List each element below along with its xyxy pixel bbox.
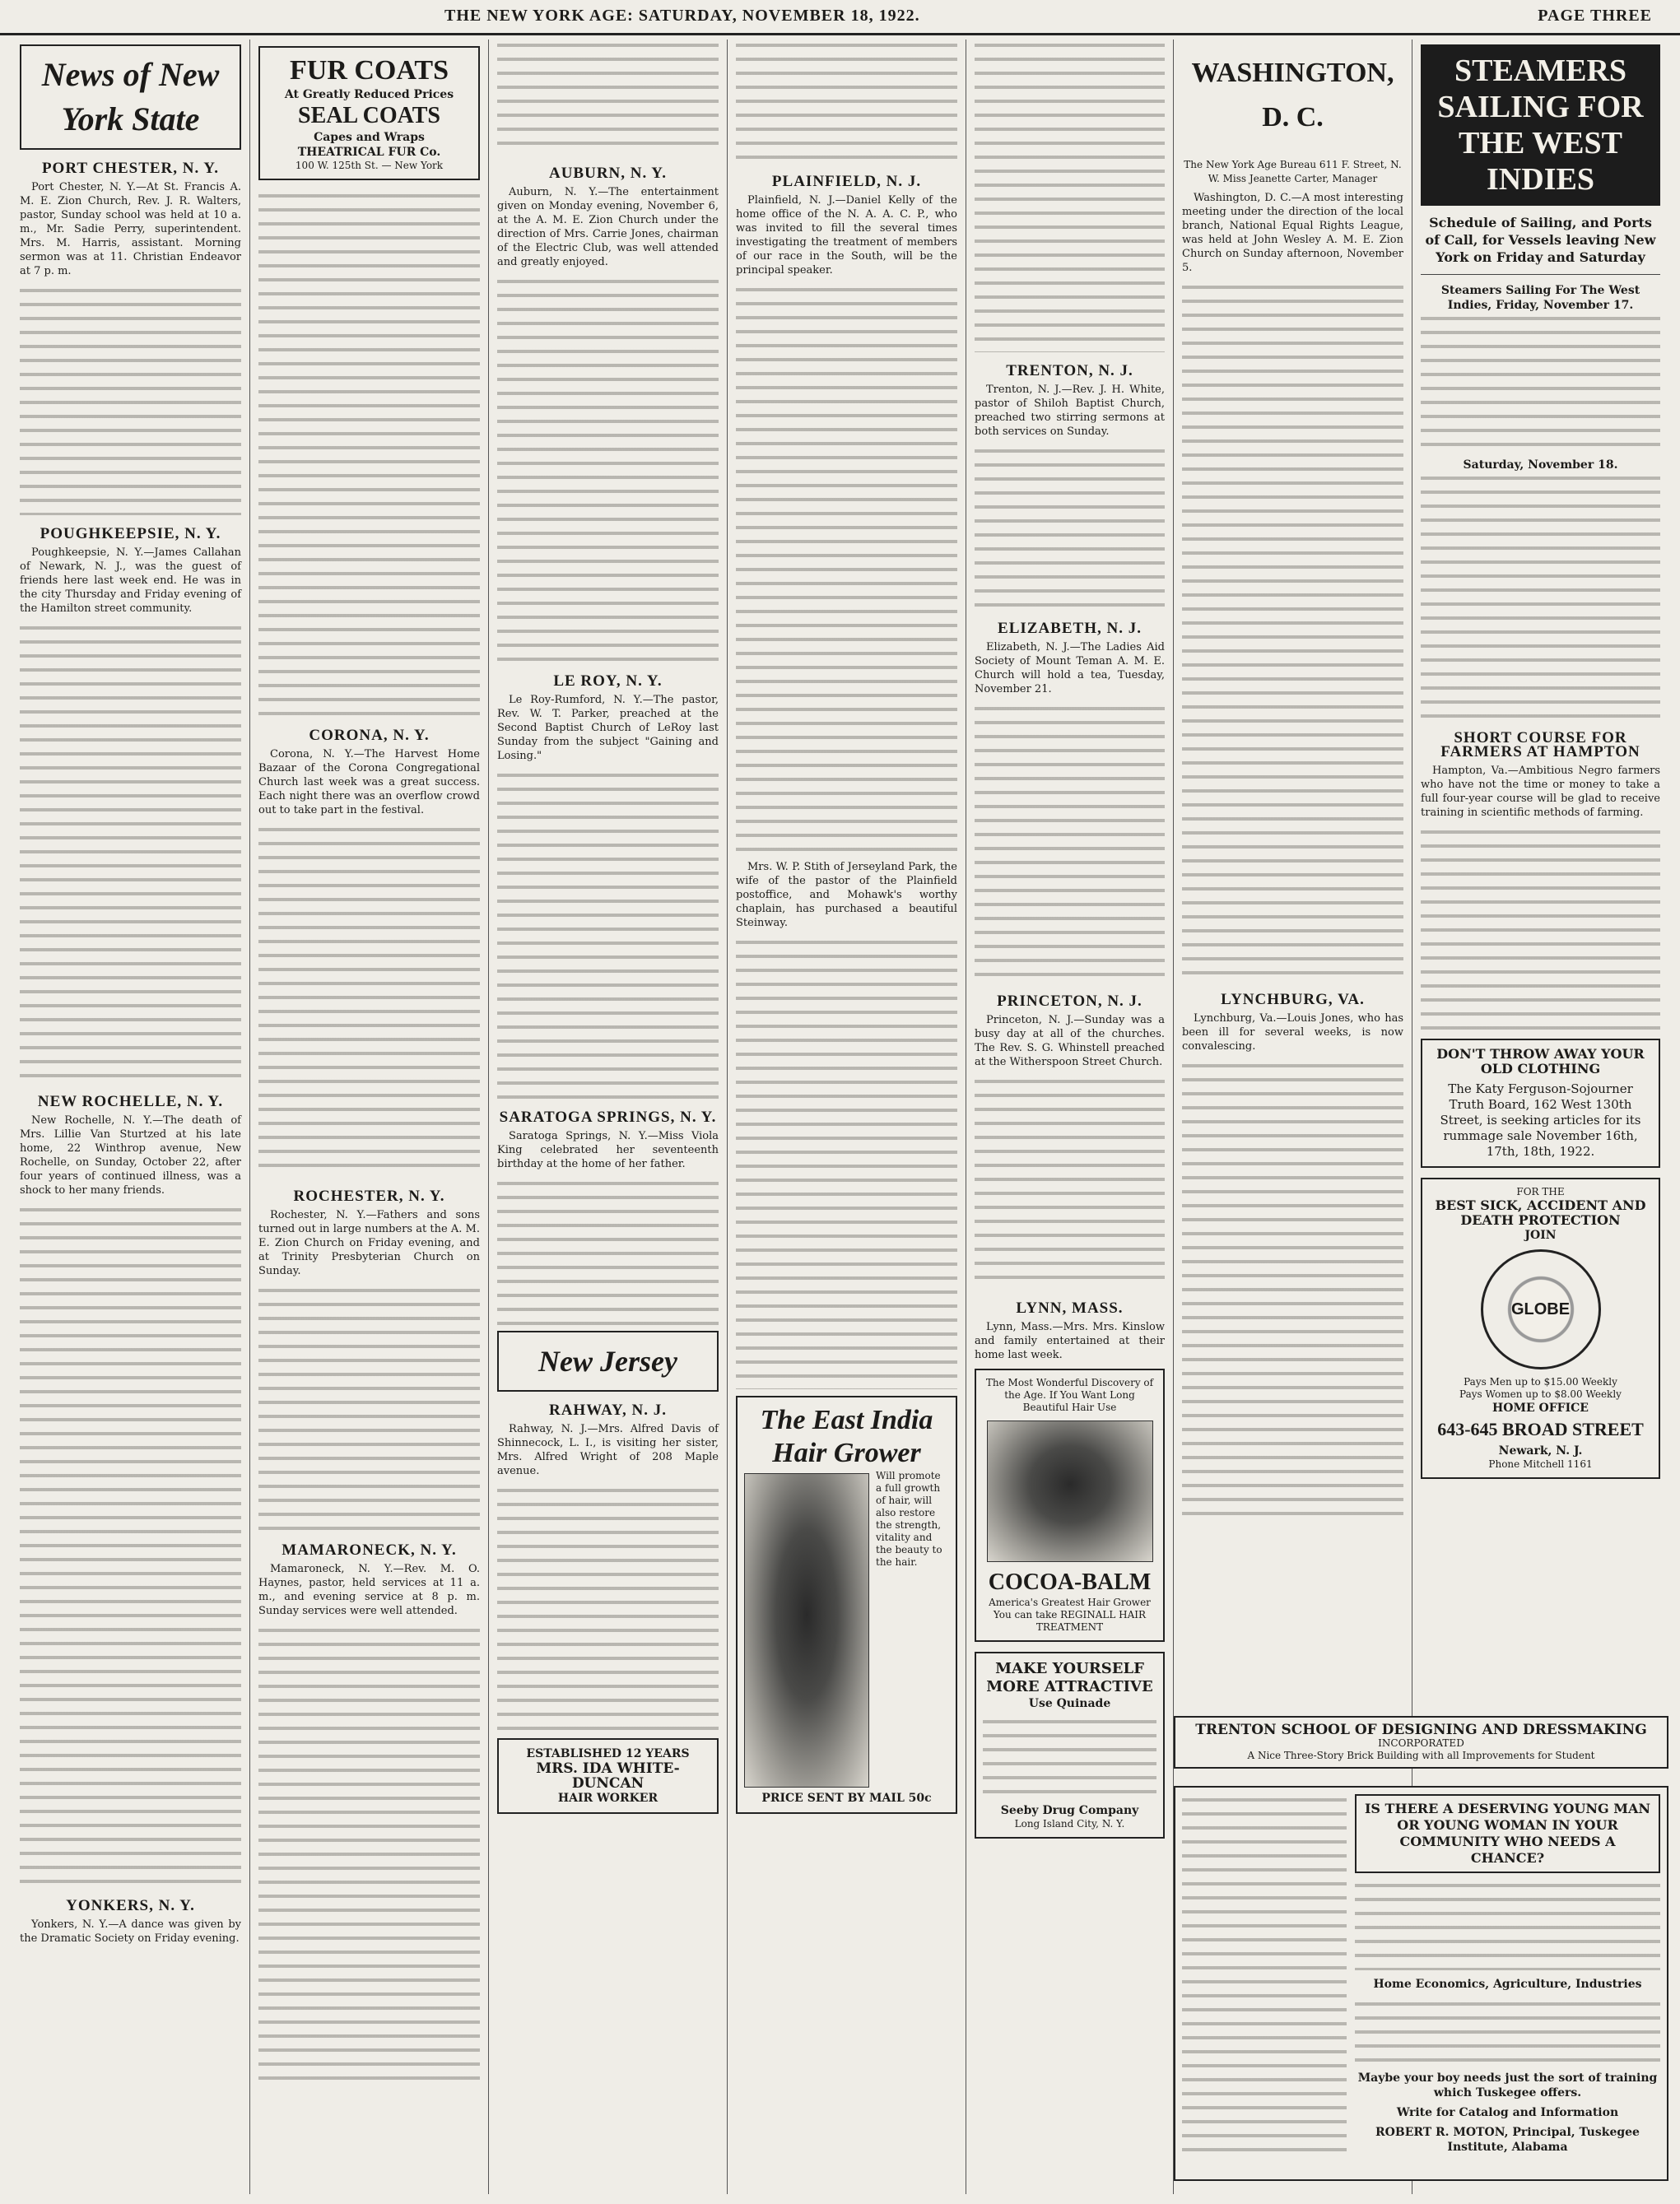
- schedule-list: [1421, 313, 1660, 453]
- globe-insurance-ad: [1421, 1178, 1660, 1479]
- headline-hampton: SHORT COURSE FOR FARMERS AT HAMPTON: [1440, 729, 1640, 760]
- ad-left-text: [1182, 1794, 1347, 2173]
- headline-poughkeepsie: POUGHKEEPSIE, N. Y.: [40, 525, 221, 542]
- notice-title: DON'T THROW AWAY YOUR OLD CLOTHING: [1436, 1046, 1645, 1076]
- ad-line: Pays Men up to $15.00 Weekly: [1464, 1376, 1617, 1388]
- article-rahway: Rahway, N. J.—Mrs. Alfred Davis of Shinnecock, L. I., is visiting her sister, Mrs. Alfred Wright of 208 Maple avenue.: [497, 1423, 719, 1477]
- ad-body: [1182, 1794, 1347, 2156]
- ad-line: THEATRICAL FUR Co.: [297, 146, 441, 159]
- article-continuation: [20, 622, 241, 1083]
- friday-sailings: Steamers Sailing For The West Indies, Friday, November 17.: [1440, 284, 1640, 312]
- article-continuation: [975, 1076, 1165, 1290]
- article-continuation: [258, 1285, 480, 1532]
- steamers-banner: STEAMERS SAILING FOR THE WEST INDIES: [1421, 44, 1660, 206]
- article-lynn: Lynn, Mass.—Mrs. Mrs. Kinslow and family entertained at their home last week.: [975, 1321, 1165, 1361]
- article-elizabeth: Elizabeth, N. J.—The Ladies Aid Society of Mount Teman A. M. E. Church will hold a tea, Tuesday, November 21.: [975, 641, 1165, 695]
- headline-yonkers: YONKERS, N. Y.: [66, 1897, 195, 1914]
- article-lynchburg: Lynchburg, Va.—Louis Jones, who has been ill for several weeks, is now convalescing.: [1182, 1012, 1403, 1053]
- section-banner-new-york-state: News of New York State: [20, 44, 241, 150]
- ad-title: TRENTON SCHOOL OF DESIGNING AND DRESSMAKING: [1195, 1722, 1647, 1738]
- article-yonkers: Yonkers, N. Y.—A dance was given by the Dramatic Society on Friday evening.: [20, 1918, 241, 1945]
- article-continuation: [20, 285, 241, 515]
- article-continuation: [497, 770, 719, 1099]
- article-continuation: [1182, 281, 1403, 981]
- ad-caption: Will promote a full growth of hair, will also restore the strength, vitality and the beauty to the hair.: [876, 1470, 942, 1568]
- bureau-credit: The New York Age Bureau 611 F. Street, N. W. Miss Jeanette Carter, Manager: [1184, 159, 1402, 184]
- article-continuation: [497, 1178, 719, 1326]
- ad-line: Capes and Wraps: [314, 131, 425, 144]
- headline-mamaroneck: MAMARONECK, N. Y.: [282, 1541, 457, 1559]
- article-new-rochelle: New Rochelle, N. Y.—The death of Mrs. Lillie Van Sturtzed at his late home, 22 Winthrop avenue, New Rochelle, on Sunday, October 22, after four years of continued illness, was a shock to her many friends.: [20, 1114, 241, 1197]
- headline-saratoga: SARATOGA SPRINGS, N. Y.: [499, 1109, 717, 1126]
- ad-line: Pays Women up to $8.00 Weekly: [1459, 1388, 1622, 1400]
- ad-line: ROBERT R. MOTON, Principal, Tuskegee Institute, Alabama: [1375, 2126, 1640, 2154]
- article-continuation: [975, 40, 1165, 352]
- ad-title: FUR COATS: [290, 55, 449, 86]
- article-princeton: Princeton, N. J.—Sunday was a busy day at all of the churches. The Rev. S. G. Whinstell preached at the Witherspoon Street Church.: [975, 1014, 1165, 1068]
- ad-body: [1355, 1998, 1660, 2064]
- article-port-chester: Port Chester, N. Y.—At St. Francis A. M. E. Zion Church, Rev. J. R. Walters, pastor, Sunday school was held at 10 a. m., Mr. Sadie Perry, superintendent. Mrs. M. Harris, assistant. Morning sermon was at 11. Christian Endeavor at 7 p. m.: [20, 181, 241, 277]
- ad-line: Home Economics, Agriculture, Industries: [1373, 1978, 1642, 1991]
- ad-line: JOIN: [1524, 1229, 1557, 1242]
- globe-logo-icon: [1481, 1249, 1601, 1369]
- headline-plainfield: PLAINFIELD, N. J.: [771, 173, 922, 190]
- column-1: [12, 40, 250, 2194]
- ad-line: Use Quinade: [1028, 1697, 1111, 1710]
- headline-new-rochelle: NEW ROCHELLE, N. Y.: [37, 1093, 224, 1110]
- article-continuation: [736, 284, 957, 860]
- ad-title: The Most Wonderful Discovery of the Age. If You Want Long Beautiful Hair Use: [985, 1377, 1154, 1413]
- ad-line: At Greatly Reduced Prices: [284, 88, 454, 101]
- ad-body: [1355, 1880, 1660, 1970]
- headline-rochester: ROCHESTER, N. Y.: [293, 1188, 445, 1205]
- headline-rahway: RAHWAY, N. J.: [548, 1402, 668, 1419]
- article-washington: Washington, D. C.—A most interesting meeting under the direction of the local branch, National Equal Rights League, was held at John Wesley A. M. E. Zion Church on Sunday afternoon, November 5.: [1182, 192, 1403, 274]
- article-rochester: Rochester, N. Y.—Fathers and sons turned out in large numbers at the A. M. E. Zion Church on Friday evening, and at Trinity Presbyterian Church on Sunday.: [258, 1209, 480, 1277]
- headline-lynn: LYNN, MASS.: [1016, 1300, 1124, 1317]
- ad-line: SEAL COATS: [298, 103, 440, 128]
- ad-line: ESTABLISHED 12 YEARS: [526, 1747, 690, 1760]
- article-continuation: [736, 937, 957, 1389]
- clothing-notice: [1421, 1039, 1660, 1168]
- east-india-hair-grower-ad: [736, 1396, 957, 1814]
- headline-auburn: AUBURN, N. Y.: [548, 165, 668, 182]
- ad-line: Seeby Drug Company: [1000, 1804, 1139, 1817]
- article-mamaroneck: Mamaroneck, N. Y.—Rev. M. O. Haynes, pastor, held services at 11 a. m., and evening service at 8 p. m. Sunday services were well attended.: [258, 1563, 480, 1617]
- ad-line: Long Island City, N. Y.: [1014, 1818, 1125, 1830]
- article-continuation: [497, 40, 719, 155]
- ad-line: HOME OFFICE: [1492, 1402, 1589, 1415]
- ad-title: BEST SICK, ACCIDENT AND DEATH PROTECTION: [1435, 1197, 1646, 1228]
- tuskegee-ad: [1174, 1786, 1668, 2181]
- ad-line: 100 W. 125th St. — New York: [295, 160, 444, 171]
- article-auburn: Auburn, N. Y.—The entertainment given on Monday evening, November 6, at the A. M. E. Zion Church under the direction of Mrs. Carrie Jones, chairman of the Electric Club, was well attended and greatly enjoyed.: [497, 186, 719, 268]
- ad-line: INCORPORATED: [1378, 1737, 1464, 1749]
- divider: [1421, 274, 1660, 275]
- ad-line: MRS. IDA WHITE-DUNCAN: [536, 1760, 680, 1792]
- article-continuation: [736, 40, 957, 163]
- article-continuation: [258, 190, 480, 717]
- ad-line: Write for Catalog and Information: [1396, 2106, 1619, 2119]
- article-trenton: Trenton, N. J.—Rev. J. H. White, pastor of Shiloh Baptist Church, preached two stirring sermons at both services on Sunday.: [975, 384, 1165, 438]
- column-7: [1412, 40, 1668, 1710]
- headline-elizabeth: ELIZABETH, N. J.: [998, 620, 1142, 637]
- article-corona: Corona, N. Y.—The Harvest Home Bazaar of the Corona Congregational Church last week was a great success. Each night there was an overflow crowd out to take part in the festival.: [258, 748, 480, 816]
- ad-brand: COCOA-BALM: [988, 1569, 1152, 1595]
- badge-text: GLOBE: [1510, 1300, 1571, 1318]
- fur-coats-ad: [258, 46, 480, 180]
- article-continuation: [1182, 1060, 1403, 1521]
- headline-princeton: PRINCETON, N. J.: [997, 993, 1142, 1010]
- ad-title: The East India Hair Grower: [760, 1405, 933, 1468]
- trenton-school-ad: [1174, 1716, 1668, 1769]
- column-4: [728, 40, 966, 2194]
- article-plainfield: Plainfield, N. J.—Daniel Kelly of the home office of the N. A. A. C. P., who was invited to fill the several times investigating the treatment of members of our race in the South, will be the principal speaker.: [736, 194, 957, 277]
- ad-line: 643-645 BROAD STREET: [1437, 1419, 1644, 1439]
- article-continuation: [497, 1485, 719, 1732]
- ad-line: America's Greatest Hair Grower: [989, 1597, 1151, 1608]
- hair-worker-ad: [497, 1738, 719, 1814]
- column-2: [250, 40, 489, 2194]
- headline-lynchburg: LYNCHBURG, VA.: [1221, 991, 1365, 1008]
- woman-portrait-image: [744, 1473, 869, 1788]
- headline-port-chester: PORT CHESTER, N. Y.: [41, 160, 220, 177]
- ad-line: You can take REGINALL HAIR TREATMENT: [993, 1609, 1147, 1633]
- ad-line: Newark, N. J.: [1498, 1444, 1583, 1458]
- notice-text: The Katy Ferguson-Sojourner Truth Board, 162 West 130th Street, is seeking articles for its rummage sale November 16th, 17th, 18th, 1922.: [1440, 1081, 1641, 1159]
- ad-body: [983, 1716, 1156, 1798]
- headline-le-roy: LE ROY, N. Y.: [553, 672, 663, 690]
- ad-line: FOR THE: [1516, 1186, 1565, 1197]
- ad-line: A Nice Three-Story Brick Building with all Improvements for Student: [1247, 1750, 1595, 1761]
- long-hair-ad: [975, 1369, 1165, 1642]
- masthead-title: THE NEW YORK AGE: SATURDAY, NOVEMBER 18, 1922.: [444, 7, 920, 25]
- article-hampton: Hampton, Va.—Ambitious Negro farmers who have not the time or money to take a full four-year course will be glad to receive training in scientific methods of farming.: [1421, 765, 1660, 819]
- column-5: [966, 40, 1174, 2194]
- article-continuation: [1421, 826, 1660, 1032]
- headline-washington: WASHINGTON, D. C.: [1191, 58, 1394, 133]
- article-saratoga: Saratoga Springs, N. Y.—Miss Viola King celebrated her seventeenth birthday at the home of her father.: [497, 1130, 719, 1170]
- saturday-sailings: Saturday, November 18.: [1463, 458, 1618, 472]
- article-continuation: [975, 445, 1165, 610]
- ad-line: Phone Mitchell 1161: [1488, 1458, 1593, 1470]
- schedule-title: Schedule of Sailing, and Ports of Call, for Vessels leaving New York on Friday and Saturday: [1425, 215, 1656, 265]
- article-continuation: [258, 1625, 480, 2085]
- article-continuation: [258, 824, 480, 1178]
- section-banner-new-jersey: New Jersey: [497, 1331, 719, 1392]
- headline-corona: CORONA, N. Y.: [309, 727, 430, 744]
- article-continuation: [20, 1204, 241, 1887]
- quinade-ad: [975, 1652, 1165, 1839]
- ad-line: Maybe your boy needs just the sort of training which Tuskegee offers.: [1357, 2071, 1658, 2099]
- masthead: [0, 0, 1680, 35]
- article-le-roy: Le Roy-Rumford, N. Y.—The pastor, Rev. W. T. Parker, preached at the Second Baptist Church of LeRoy last Sunday from the subject "Gaining and Losing.": [497, 694, 719, 762]
- page-number: PAGE THREE: [1538, 7, 1652, 25]
- ad-price: PRICE SENT BY MAIL 50c: [761, 1792, 932, 1805]
- schedule-list: [1421, 472, 1660, 719]
- article-poughkeepsie: Poughkeepsie, N. Y.—James Callahan of Newark, N. J., was the guest of friends here last week end. He was in the city Thursday and Friday evening of the Hamilton street community.: [20, 546, 241, 615]
- article-plainfield-cont: Mrs. W. P. Stith of Jerseyland Park, the wife of the pastor of the Plainfield postoffice, and Mohawk's worthy chaplain, has purchased a beautiful Steinway.: [736, 861, 957, 929]
- headline-trenton: TRENTON, N. J.: [1006, 362, 1133, 379]
- article-continuation: [975, 703, 1165, 983]
- long-hair-portrait-image: [987, 1421, 1153, 1562]
- ad-line: HAIR WORKER: [557, 1792, 659, 1805]
- ad-title: MAKE YOURSELF MORE ATTRACTIVE: [986, 1660, 1153, 1695]
- article-continuation: [497, 276, 719, 663]
- ad-right-text: [1355, 1794, 1660, 2173]
- ad-title: IS THERE A DESERVING YOUNG MAN OR YOUNG WOMAN IN YOUR COMMUNITY WHO NEEDS A CHANCE?: [1355, 1794, 1660, 1873]
- column-3: [489, 40, 728, 2194]
